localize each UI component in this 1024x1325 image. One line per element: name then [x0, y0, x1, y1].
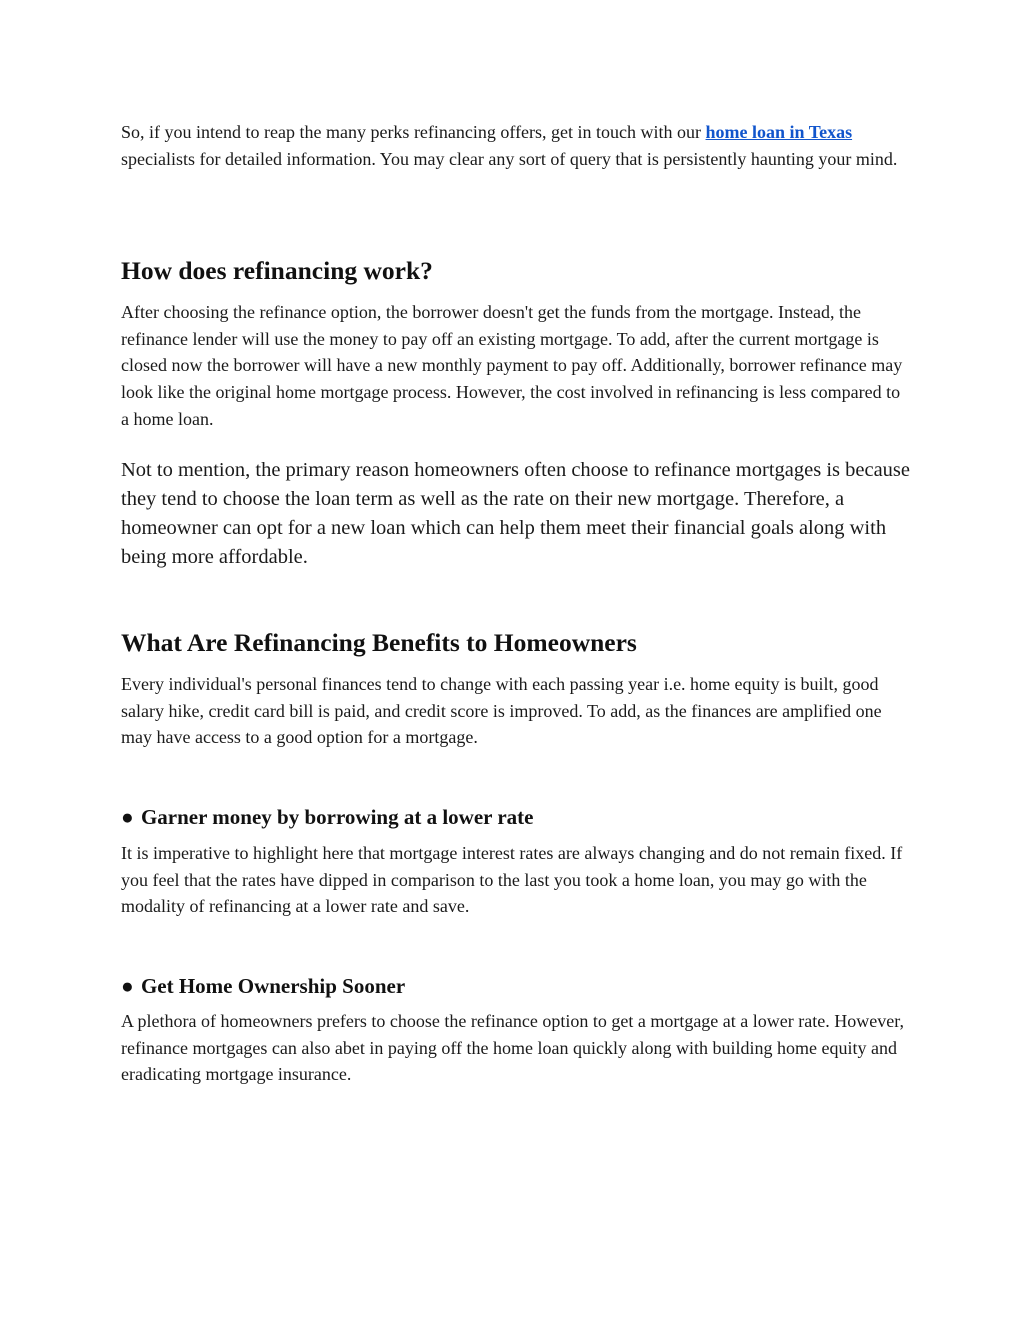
section1-paragraph-2: Not to mention, the primary reason homeowners often choose to refinance mortgages is because they tend to choose the loan term as well as the rate on their new mortgage. Therefore, a homeowner can opt for a new loan which can help them meet their financial goals along with being more affordable.	[121, 459, 910, 568]
bullet-icon: ●	[121, 805, 134, 829]
benefit-heading-lower-rate	[121, 803, 533, 831]
benefit-heading-lower-rate-text: Garner money by borrowing at a lower rate	[140, 805, 534, 829]
section2-paragraph: Every individual's personal finances tend to change with each passing year i.e. home equity is built, good salary hike, credit card bill is paid, and credit score is improved. To add, as the finances are amplified one may have access to a good option for a mortgage.	[121, 674, 882, 748]
benefit-heading-home-ownership-text: Get Home Ownership Sooner	[140, 974, 406, 998]
home-loan-texas-link[interactable]: home loan in Texas	[705, 122, 853, 142]
section1-paragraph-1: After choosing the refinance option, the borrower doesn't get the funds from the mortgage. Instead, the refinance lender will use the money to pay off an existing mortgage. To add, after the current mortgage is closed now the borrower will have a new monthly payment to pay off. Additionally, borrower refinance may look like the original home mortgage process. However, the cost involved in refinancing is less compared to a home loan.	[121, 302, 903, 429]
section-heading-refinancing-benefits: What Are Refinancing Benefits to Homeowners	[121, 628, 637, 657]
bullet-icon: ●	[121, 974, 134, 998]
benefit-heading-home-ownership	[121, 972, 405, 1000]
intro-paragraph	[121, 119, 911, 172]
section-heading-how-refinancing-works: How does refinancing work?	[121, 256, 433, 285]
intro-text-after: specialists for detailed information. You may clear any sort of query that is persistently haunting your mind.	[121, 148, 898, 169]
benefit-paragraph-lower-rate: It is imperative to highlight here that mortgage interest rates are always changing and do not remain fixed. If you feel that the rates have dipped in comparison to the last you took a home loan, you may go with the modality of refinancing at a lower rate and save.	[121, 843, 903, 917]
benefit-paragraph-home-ownership: A plethora of homeowners prefers to choose the refinance option to get a mortgage at a lower rate. However, refinance mortgages can also abet in paying off the home loan quickly along with building home equity and eradicating mortgage insurance.	[121, 1011, 904, 1085]
intro-text-before: So, if you intend to reap the many perks refinancing offers, get in touch with our	[121, 122, 706, 142]
